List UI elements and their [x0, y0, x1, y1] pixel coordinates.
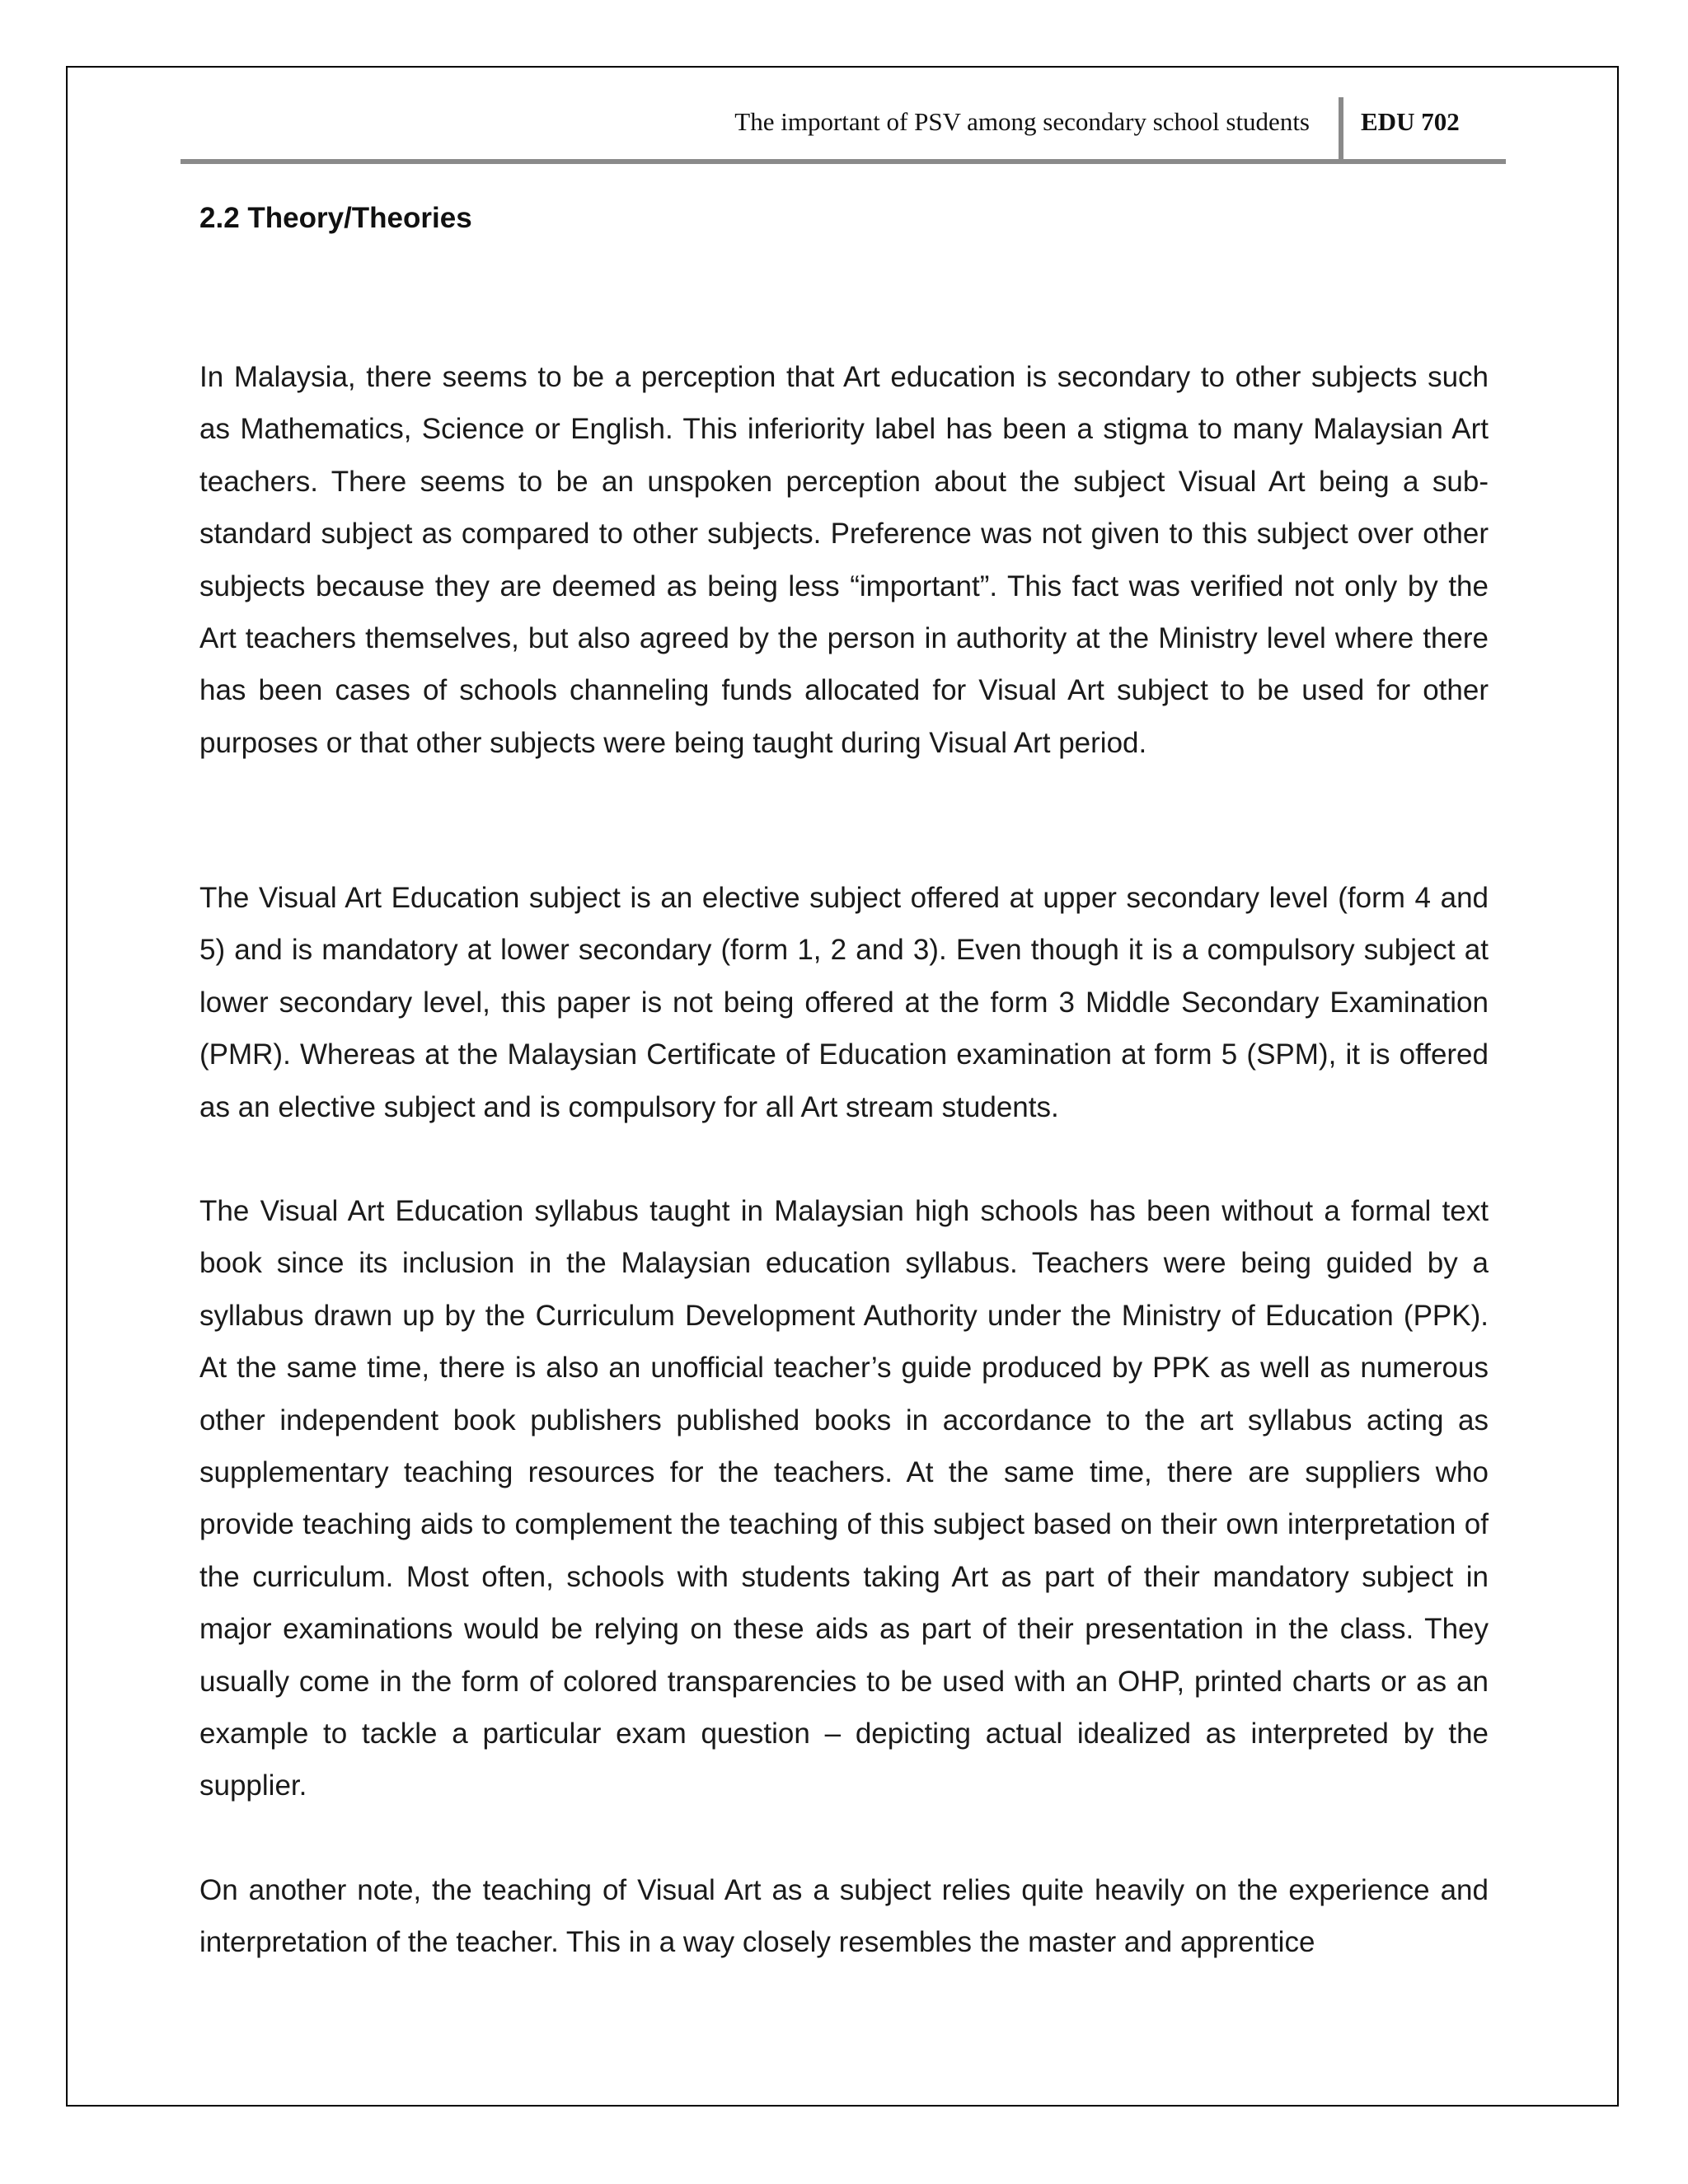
course-code: EDU 702 — [1361, 107, 1460, 136]
paragraph-3: The Visual Art Education syllabus taught in Malaysian high schools has been without a formal text book since its inclusion in the Malaysian education syllabus. Teachers were being guided by a syllabus drawn up by the Curriculum Development Authority under the Ministry of Education (PPK). At the same time, there is also an unofficial teacher’s guide produced by PPK as well as numerous other independent book publishers published books in accordance to the art syllabus acting as supplementary teaching resources for the teachers. At the same time, there are suppliers who provide teaching aids to complement the teaching of this subject based on their own interpretation of the curriculum. Most often, schools with students taking Art as part of their mandatory subject in major examinations would be relying on these aids as part of their presentation in the class. They usually come in the form of colored transparencies to be used with an OHP, printed charts or as an example to tackle a particular exam question – depicting actual idealized as interpreted by the supplier. — [199, 1195, 1489, 1802]
header-divider — [1339, 97, 1343, 163]
paragraph-2: The Visual Art Education subject is an elective subject offered at upper secondary level (form 4 and 5) and is mandatory at lower secondary (form 1, 2 and 3). Even though it is a compulsory subject at lower secondary level, this paper is not being offered at the form 3 Middle Secondary Examination (PMR). Whereas at the Malaysian Certificate of Education examination at form 5 (SPM), it is offered as an elective subject and is compulsory for all Art stream students. — [199, 882, 1489, 1123]
header-rule — [181, 159, 1506, 164]
header-title: The important of PSV among secondary school students — [734, 107, 1310, 136]
page-header — [181, 97, 1506, 163]
paragraph-1: In Malaysia, there seems to be a perception that Art education is secondary to other subjects such as Mathematics, Science or English. This inferiority label has been a stigma to many Malaysian Art teachers. There seems to be an unspoken perception about the subject Visual Art being a sub-standard subject as compared to other subjects. Preference was not given to this subject over other subjects because they are deemed as being less “important”. This fact was verified not only by the Art teachers themselves, but also agreed by the person in authority at the Ministry level where there has been cases of schools channeling funds allocated for Visual Art subject to be used for other purposes or that other subjects were being taught during Visual Art period. — [199, 361, 1489, 759]
paragraph-4: On another note, the teaching of Visual Art as a subject relies quite heavily on the experience and interpretation of the teacher. This in a way closely resembles the master and apprentice — [199, 1874, 1489, 1959]
section-heading: 2.2 Theory/Theories — [199, 202, 472, 234]
